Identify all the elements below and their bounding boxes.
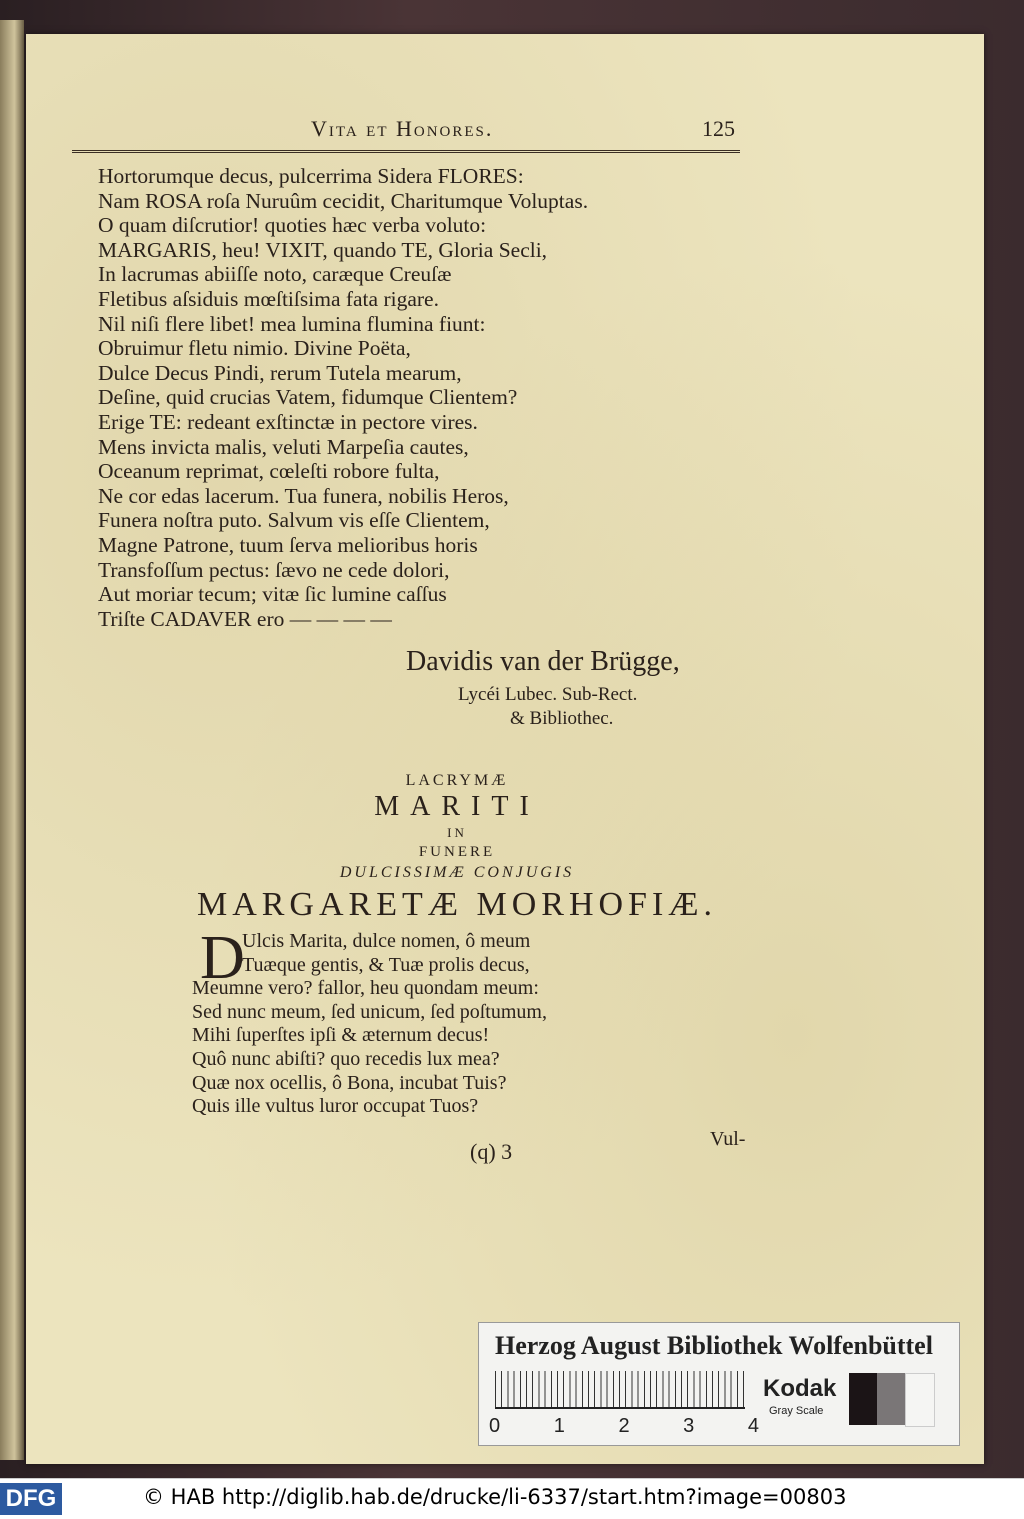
verse-line: Dulce Decus Pindi, rerum Tutela mearum, [98,360,462,385]
title-line-2: MARITI [374,791,540,822]
verse-line: Ne cor edas lacerum. Tua funera, nobilis Heros, [98,483,509,508]
poem-line: Quô nunc abiſti? quo recedis lux mea? [192,1047,500,1070]
running-head: Vita et Honores. [311,116,494,141]
title-line-3: IN [447,825,467,840]
verse-block [98,164,588,631]
dfg-logo[interactable]: DFG [0,1483,62,1515]
book-page [26,34,984,1464]
copyright-link[interactable]: © HAB http://diglib.hab.de/drucke/li-6337/start.htm?image=00803 [143,1485,847,1509]
title-line-6: MARGARETÆ MORHOFIÆ. [196,886,718,923]
verse-line: In lacrumas abiiſſe noto, caræque Creuſæ [98,262,452,287]
catchword: Vul- [710,1128,746,1150]
verse-line: Oceanum reprimat, cœleſti robore fulta, [98,459,440,484]
verse-line: Hortorumque decus, pulcerrima Sidera FLORES: [98,164,524,188]
verse-line: Nam ROSA roſa Nuruûm cecidit, Charitumque Voluptas. [98,188,589,213]
poem-line: Tuæque gentis, & Tuæ prolis decus, [242,953,530,976]
verse-line: O quam diſcrutior! quoties hæc verba voluto: [98,213,487,238]
poem-line: Ulcis Marita, dulce nomen, ô meum [242,930,531,952]
signature-mark: (q) 3 [470,1139,513,1164]
author-signature: Davidis van der Brügge, [406,646,680,677]
title-line-5: DULCISSIMÆ CONJUGIS [339,864,575,881]
ruler-number: 3 [683,1415,695,1437]
author-title-2: & Bibliothec. [510,708,614,729]
viewer-footer [0,1478,1024,1519]
verse-line: Nil niſi flere libet! mea lumina flumina fiunt: [98,311,486,336]
verse-line: Funera noſtra puto. Salvum vis eſſe Clientem, [98,508,490,533]
kodak-logo: Kodak [763,1375,837,1402]
header-rule [72,150,740,153]
library-name: Herzog August Bibliothek Wolfenbüttel [495,1331,933,1360]
verse-line: Obruimur fletu nimio. Divine Poëta, [98,336,411,361]
poem-line: Mihi ſuperſtes ipſi & æternum decus! [192,1024,490,1047]
page-number: 125 [702,116,735,141]
verse-line: Fletibus aſsiduis mœſtiſsima fata rigare. [98,286,439,311]
verse-line: MARGARIS, heu! VIXIT, quando TE, Gloria Secli, [98,237,548,262]
title-line-1: LACRYMÆ [405,772,509,789]
verse-line: Mens invicta malis, veluti Marpeſia cautes, [98,434,469,459]
verse-line: Magne Patrone, tuum ſerva melioribus horis [98,532,478,557]
verse-line: Aut moriar tecum; vitæ ſic lumine caſſus [98,582,447,607]
gray-swatch-dark [849,1373,877,1425]
ruler-number: 4 [747,1415,759,1437]
ruler-number: 2 [618,1415,630,1437]
ruler-number: 0 [489,1415,501,1437]
verse-line: Transfoſſum pectus: ſævo ne cede dolori, [98,557,450,582]
gray-swatch-mid [877,1373,905,1425]
color-calibration-bar [478,1322,960,1446]
author-title: Lycéi Lubec. Sub-Rect. [458,684,638,705]
verse-line: Erige TE: redeant exſtinctæ in pectore vires. [98,409,478,434]
drop-cap: D [200,924,245,992]
verse-line: Deſine, quid crucias Vatem, fidumque Clientem? [98,385,518,410]
verse-line: Triſte CADAVER ero — — — — [98,606,392,631]
ruler-number: 1 [553,1415,565,1437]
poem-line: Meumne vero? fallor, heu quondam meum: [192,977,539,1000]
ruler-scale [495,1371,745,1409]
poem-line: Quis ille vultus luror occupat Tuos? [192,1095,479,1118]
poem-line: Quæ nox ocellis, ô Bona, incubat Tuis? [192,1071,507,1094]
gray-swatch-light [905,1373,935,1427]
poem-block [192,924,547,1119]
poem-line: Sed nunc meum, ſed unicum, ſed poſtumum, [192,1000,547,1023]
title-line-4: FUNERE [418,844,496,860]
left-page-edge [0,20,24,1460]
ruler-numbers [489,1415,759,1438]
gray-scale-label: Gray Scale [769,1405,824,1417]
